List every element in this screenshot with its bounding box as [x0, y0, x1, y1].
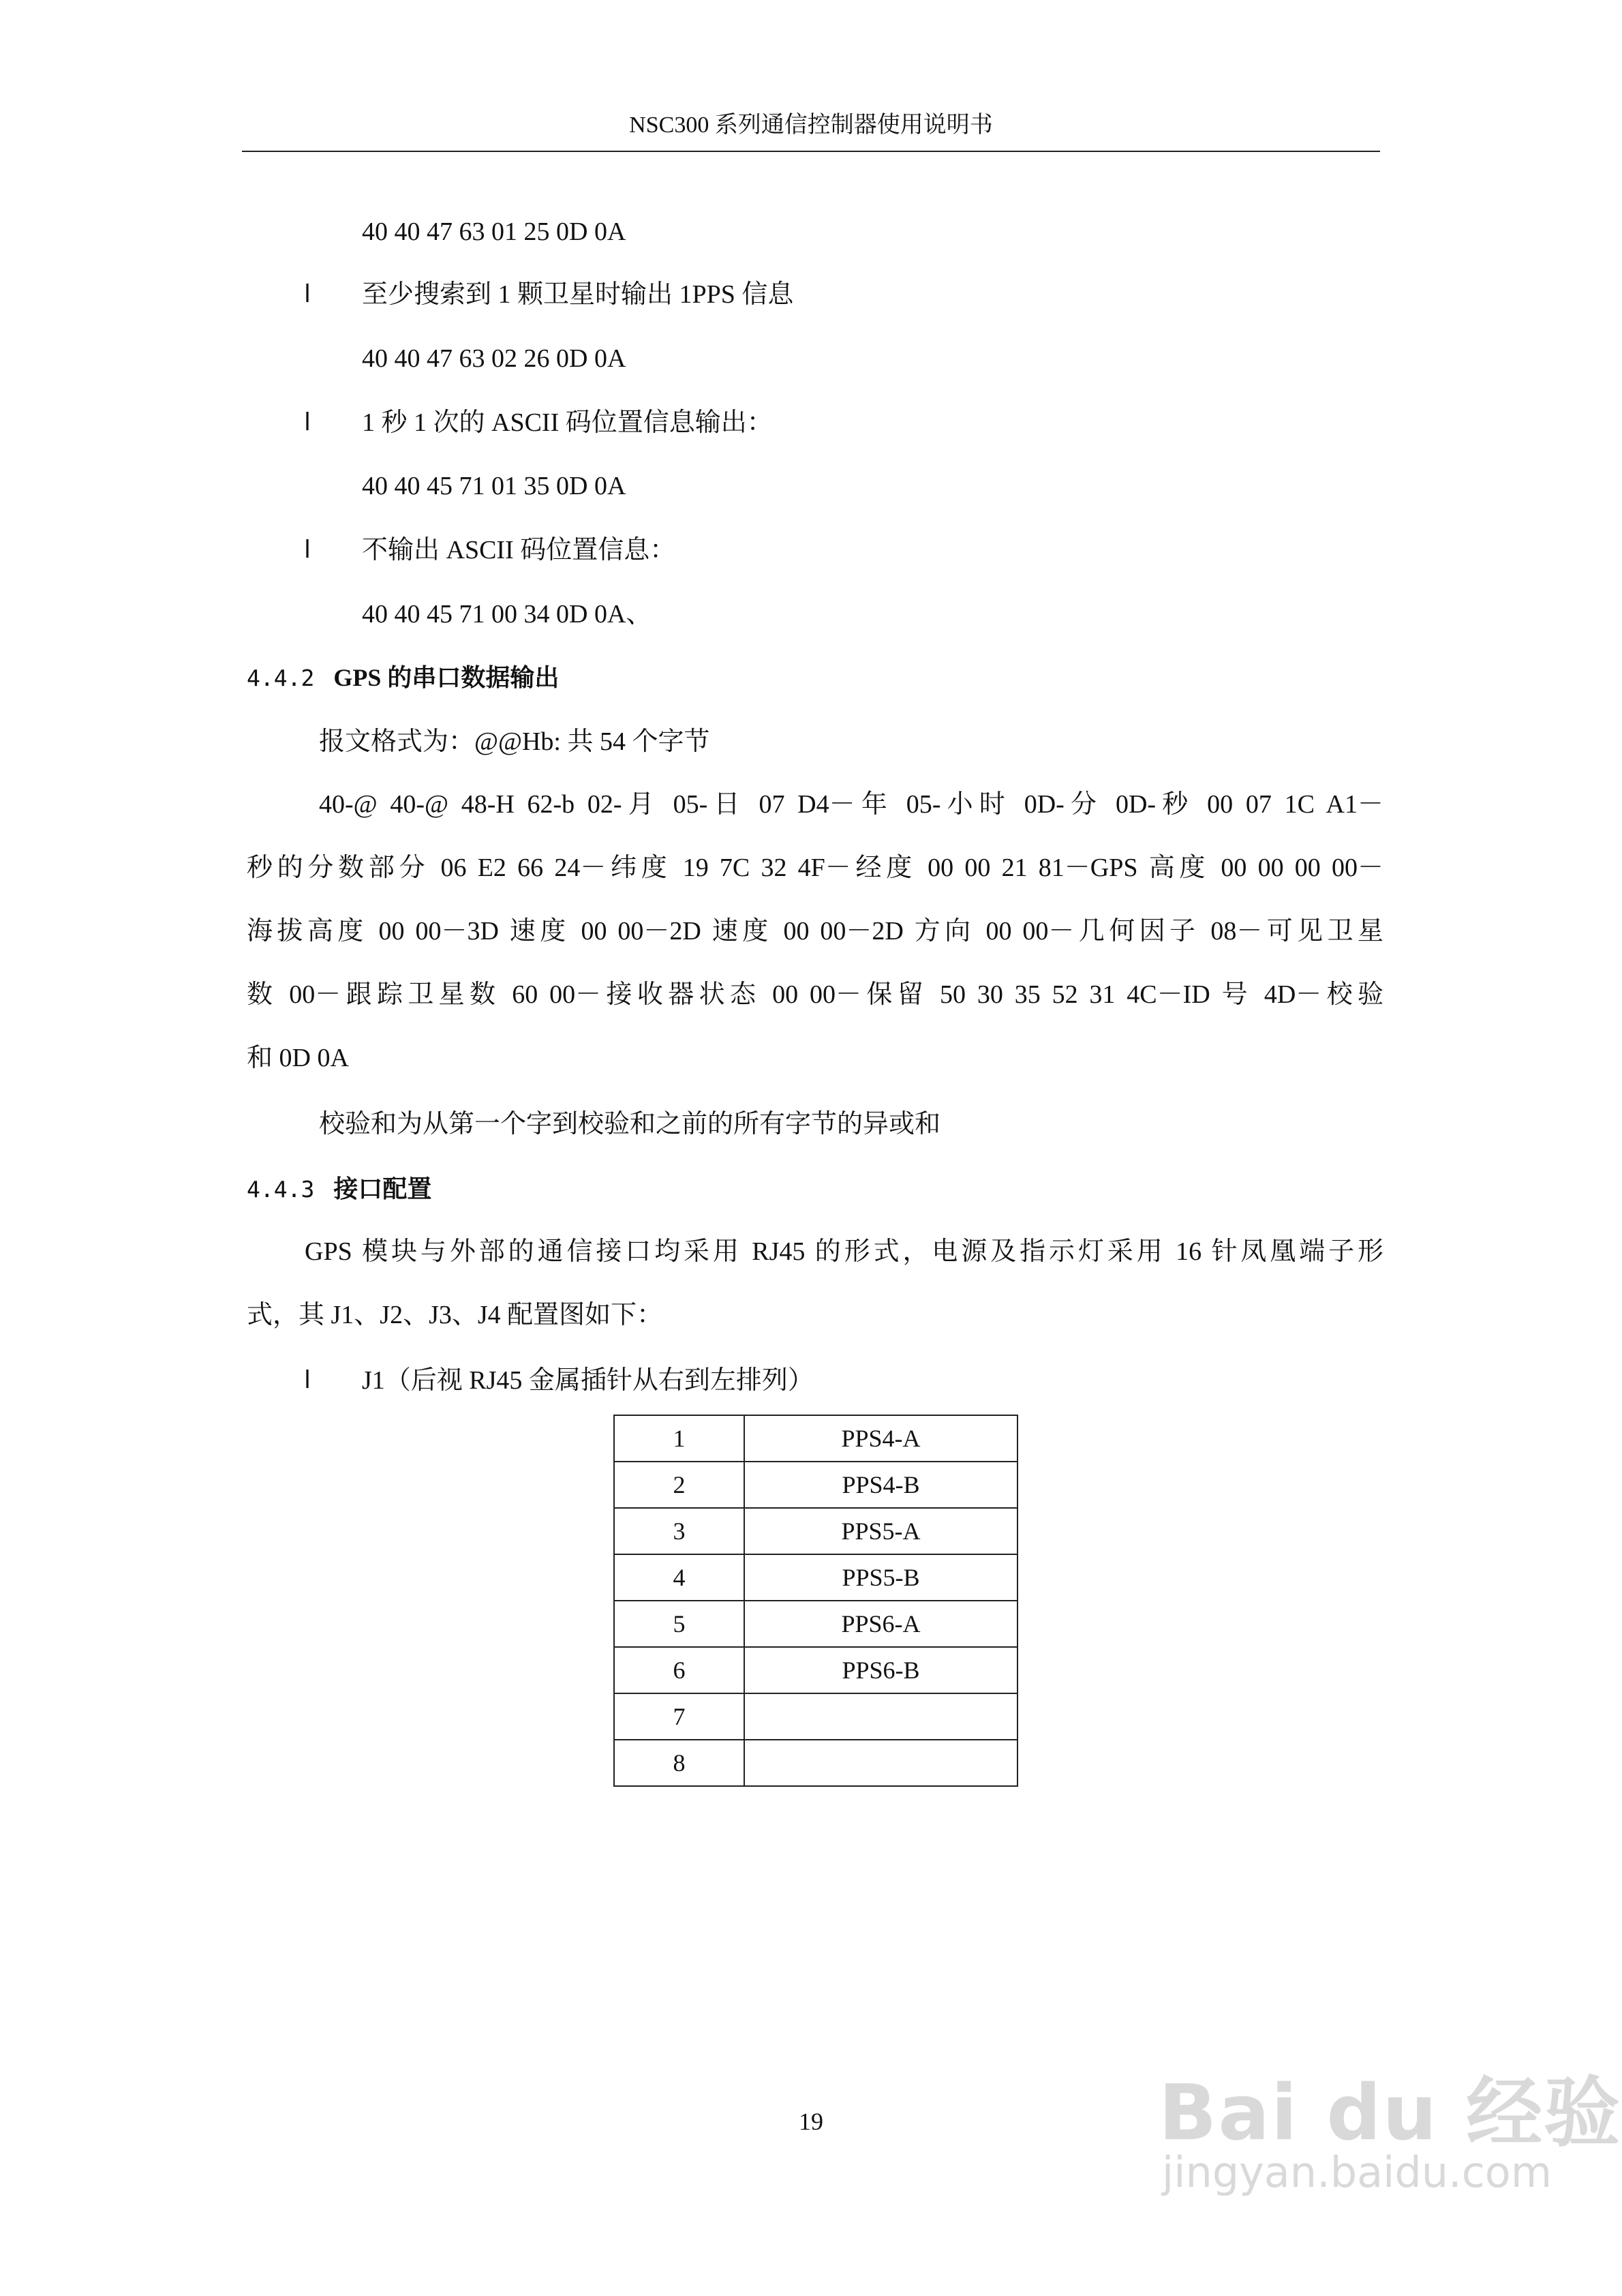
table-row	[614, 1508, 1017, 1554]
description-line: 40-@ 40-@ 48-H 62-b 02-月 05-日 07 D4－年 05-小时 0D-分 0D-秒 00 07 1C A1－	[319, 790, 1383, 819]
bullet-item: 1 秒 1 次的 ASCII 码位置信息输出：	[362, 408, 773, 437]
command-line: 40 40 45 71 01 35 0D 0A	[362, 472, 626, 500]
watermark-logo: Bai du 经验	[1159, 2069, 1622, 2158]
pin-number: 2	[614, 1462, 744, 1508]
bullet-marker: l	[304, 536, 311, 564]
table-row	[614, 1415, 1017, 1462]
section-title: 接口配置	[333, 1175, 432, 1203]
section-number: 4.4.2	[247, 665, 315, 691]
pin-number: 4	[614, 1554, 744, 1601]
document-header: NSC300 系列通信控制器使用说明书	[629, 112, 993, 138]
bullet-marker: l	[304, 408, 311, 436]
pin-number: 8	[614, 1740, 744, 1786]
page-number: 19	[799, 2108, 823, 2135]
bullet-marker: l	[304, 1366, 311, 1394]
pin-number: 5	[614, 1601, 744, 1647]
bullet-item: 至少搜索到 1 颗卫星时输出 1PPS 信息	[362, 280, 794, 309]
interface-description	[247, 1220, 1383, 1347]
command-line: 40 40 45 71 00 34 0D 0A、	[362, 600, 652, 629]
watermark-url: jingyan.baidu.com	[1162, 2147, 1552, 2197]
pin-number: 7	[614, 1693, 744, 1740]
pin-signal: PPS5-A	[744, 1508, 1017, 1554]
pin-number: 6	[614, 1647, 744, 1693]
pin-signal: PPS6-B	[744, 1647, 1017, 1693]
pin-signal: PPS4-B	[744, 1462, 1017, 1508]
section-heading-4-4-2	[247, 661, 559, 695]
pin-number: 3	[614, 1508, 744, 1554]
bullet-item: 不输出 ASCII 码位置信息：	[362, 536, 676, 564]
pin-signal: PPS4-A	[744, 1415, 1017, 1462]
section-number: 4.4.3	[247, 1176, 315, 1203]
description-line: 海拔高度 00 00－3D 速度 00 00－2D 速度 00 00－2D 方向 00 00－几何因子 08－可见卫星	[247, 917, 1383, 946]
description-line: 式，其 J1、J2、J3、J4 配置图如下：	[247, 1301, 663, 1329]
command-line: 40 40 47 63 01 25 0D 0A	[362, 217, 626, 246]
bullet-item: J1（后视 RJ45 金属插针从右到左排列）	[362, 1366, 814, 1395]
section-title: GPS 的串口数据输出	[333, 664, 560, 691]
section-heading-4-4-3	[247, 1172, 431, 1207]
message-format: 报文格式为：@@Hb: 共 54 个字节	[319, 727, 710, 756]
bullet-marker: l	[304, 280, 311, 308]
table-row	[614, 1647, 1017, 1693]
pin-signal: PPS6-A	[744, 1601, 1017, 1647]
pin-signal	[744, 1740, 1017, 1786]
pin-signal	[744, 1693, 1017, 1740]
description-line: GPS 模块与外部的通信接口均采用 RJ45 的形式，电源及指示灯采用 16 针凤凰端子形	[305, 1237, 1383, 1266]
description-line: 和 0D 0A	[247, 1044, 349, 1072]
table-row	[614, 1462, 1017, 1508]
header-divider	[242, 151, 1380, 152]
table-row	[614, 1554, 1017, 1601]
command-line: 40 40 47 63 02 26 0D 0A	[362, 344, 626, 373]
checksum-note: 校验和为从第一个字到校验和之前的所有字节的异或和	[319, 1110, 941, 1138]
table-row	[614, 1693, 1017, 1740]
pin-signal: PPS5-B	[744, 1554, 1017, 1601]
table-row	[614, 1740, 1017, 1786]
description-line: 秒的分数部分 06 E2 66 24－纬度 19 7C 32 4F－经度 00 00 21 81－GPS 高度 00 00 00 00－	[247, 854, 1383, 882]
j1-pin-table	[613, 1415, 1018, 1787]
message-description	[247, 773, 1383, 1090]
description-line: 数 00－跟踪卫星数 60 00－接收器状态 00 00－保留 50 30 35 52 31 4C－ID 号 4D－校验	[247, 980, 1383, 1009]
table-row	[614, 1601, 1017, 1647]
pin-number: 1	[614, 1415, 744, 1462]
